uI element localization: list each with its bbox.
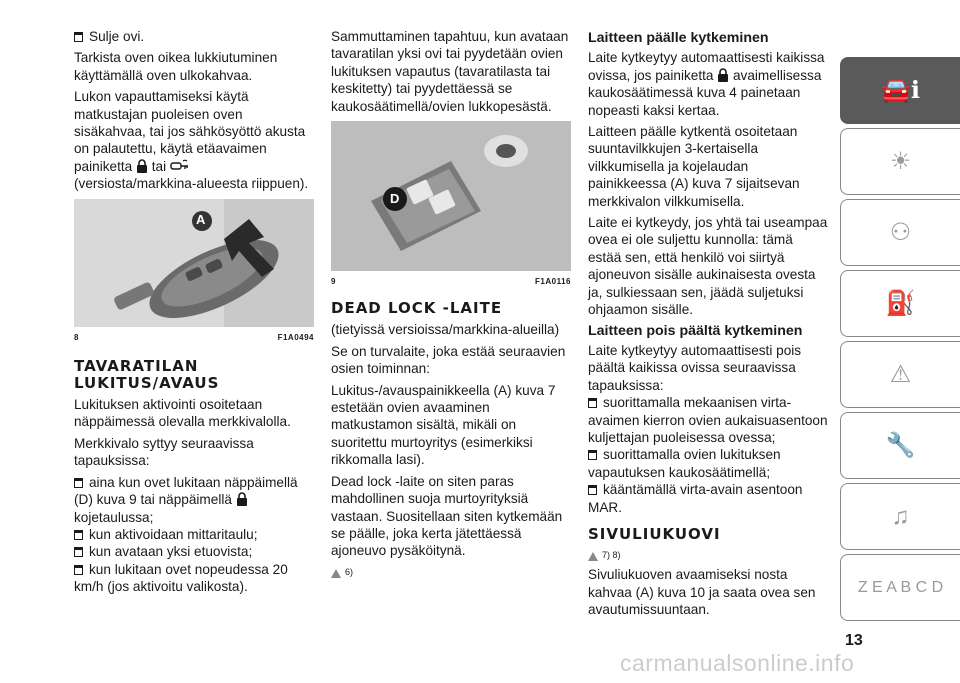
section-heading: TAVARATILAN LUKITUS/AVAUS: [74, 357, 220, 393]
tab-warning-lights[interactable]: [840, 128, 960, 195]
tab-multimedia[interactable]: [840, 483, 960, 550]
chapter-sidebar: [840, 57, 960, 625]
paragraph: Lukon vapauttamiseksi käytä matkustajan puoleisen oven sisäkahvaa, tai jos sähkösyöttö akusta on palautettu, käytä etäavaimen painiketta tai (versiosta/markkina-alueesta riippuen).: [74, 89, 309, 192]
column-right: [588, 28, 828, 623]
bullet-item: kääntämällä virta-avain asentoon MAR.: [588, 482, 803, 515]
figure-key-fob: [74, 199, 314, 327]
bullet-icon: [74, 32, 83, 42]
lock-icon: [236, 492, 248, 506]
paragraph: Se on turvalaite, joka estää seuraavien osien toiminnan:: [331, 343, 566, 377]
window-switch-illustration: [331, 121, 571, 271]
bullet-item: kun avataan yksi etuovista;: [74, 543, 314, 560]
figure-label: D: [390, 191, 400, 207]
column-middle: [331, 28, 571, 585]
alphabet-index-icon: Z E A B C D: [857, 578, 944, 596]
paragraph: Lukituksen aktivointi osoitetaan näppäimessä olevalla merkkivalolla.: [74, 397, 291, 430]
paragraph: Merkkivalo syttyy seuraavissa tapauksissa:: [74, 435, 254, 469]
tab-emergency[interactable]: [840, 341, 960, 408]
bullet-item: kun lukitaan ovet nopeudessa 20 km/h (jos aktivoitu valikosta).: [74, 561, 288, 595]
bullet-item: Sulje ovi.: [74, 28, 314, 45]
key-remote-icon: [170, 159, 190, 173]
warning-triangle-icon: [588, 552, 598, 561]
warning-triangle-icon: [331, 569, 341, 578]
music-nav-icon: ♫: [891, 502, 910, 530]
key-fob-illustration: [74, 199, 314, 327]
warning-reference: 6): [331, 564, 571, 581]
wrench-car-icon: 🔧: [885, 432, 916, 459]
figure-label: A: [196, 211, 206, 227]
tab-maintenance[interactable]: [840, 412, 960, 479]
bullet-icon: [588, 398, 597, 408]
paragraph: Sammuttaminen tapahtuu, kun avataan tavaratilan yksi ovi tai pyydetään ovien lukituksen vapautus (tavaratilasta tai keskitetty) tai pyydettäessä se kaukosäätimellä/ovien lukkopesästä.: [331, 29, 569, 114]
paragraph: Dead lock -laite on siten paras mahdollinen suoja murtoyrityksiä vastaan. Suositellaan siten kytkemään se päälle, joka kerta jätettäessä ajoneuvo pysäköitynä.: [331, 473, 563, 559]
paragraph: Laitteen päälle kytkentä osoitetaan suuntavilkkujen 3-kertaisella vilkkumisella ja kojelaudan painikkeessa (A) kuva 7 sijaitsevan merkkivalon vilkkumisella.: [588, 124, 800, 209]
airbag-seatbelt-icon: ⚇: [889, 219, 912, 246]
figure-caption: 9 F1A0116: [331, 277, 571, 287]
bullet-icon: [588, 485, 597, 495]
figure-window-switch: [331, 121, 571, 271]
column-left: [74, 28, 314, 600]
tab-index[interactable]: [840, 554, 960, 621]
paragraph: Laite kytkeytyy automaattisesti kaikissa ovissa, jos painiketta avaimellisessa kaukosäätimessä kuva 4 painetaan nopeasti kaksi kertaa.: [588, 50, 825, 118]
paragraph: Laite kytkeytyy automaattisesti pois päältä kaikissa ovissa seuraavissa tapauksissa:: [588, 342, 802, 393]
bullet-icon: [588, 450, 597, 460]
paragraph: Tarkista oven oikea lukkiutuminen käyttämällä oven ulkokahvaa.: [74, 50, 278, 83]
section-heading: SIVULIUKUOVI: [588, 524, 721, 543]
bullet-item: suorittamalla ovien lukituksen vapautuksen kaukosäätimellä;: [588, 447, 781, 480]
lock-icon: [136, 159, 148, 173]
bullet-icon: [74, 565, 83, 575]
bullet-icon: [74, 478, 83, 488]
watermark: carmanualsonline.info: [620, 650, 855, 676]
bullet-item: kun aktivoidaan mittaritaulu;: [74, 526, 314, 543]
warning-reference: 7) 8): [588, 547, 828, 564]
bullet-icon: [74, 547, 83, 557]
warning-triangle-icon: ⚠: [889, 361, 912, 388]
page-number: 13: [845, 632, 863, 649]
tab-driving[interactable]: [840, 270, 960, 337]
section-heading: DEAD LOCK -LAITE: [331, 299, 503, 318]
lock-icon: [717, 68, 729, 82]
figure-caption: 8 F1A0494: [74, 332, 314, 342]
tab-safety[interactable]: [840, 199, 960, 266]
bullet-icon: [74, 530, 83, 540]
paragraph: Lukitus-/avauspainikkeella (A) kuva 7 estetään ovien avaaminen matkustamon sisältä, mikäli on suoritettu murtoyritys (esimerkiksi rikkomalla lasi).: [331, 382, 556, 468]
paragraph: Sivuliukuoven avaamiseksi nosta kahvaa (A) kuva 10 ja saata ovea sen avautumissuuntaan.: [588, 567, 816, 618]
bullet-item: suorittamalla mekaanisen virta-avaimen kierron ovien aukaisuasentoon kuljettajan puoleisessa ovessa;: [588, 395, 828, 445]
subheading: Laitteen päälle kytkeminen: [588, 30, 769, 46]
subheading: Laitteen pois päältä kytkeminen: [588, 322, 803, 339]
paragraph: Laite ei kytkeydy, jos yhtä tai useampaa ovea ei ole suljettu kunnolla: tämä estää sen, että henkilö voi siirtyä ajoneuvon sisälle aukinaisesta ovesta ja, sulkiessaan sen, jäädä suljetuksi ohjaamon sisälle.: [588, 215, 828, 318]
tab-car-info[interactable]: [840, 57, 960, 124]
car-info-icon: 🚘ℹ: [881, 77, 920, 104]
warning-lights-icon: ☀: [889, 148, 912, 175]
bullet-item: aina kun ovet lukitaan näppäimellä (D) kuva 9 tai näppäimellä kojetaulussa;: [74, 474, 298, 525]
paragraph: (tietyissä versioissa/markkina-alueilla): [331, 322, 560, 338]
steering-fuel-icon: ⛽: [885, 290, 916, 317]
